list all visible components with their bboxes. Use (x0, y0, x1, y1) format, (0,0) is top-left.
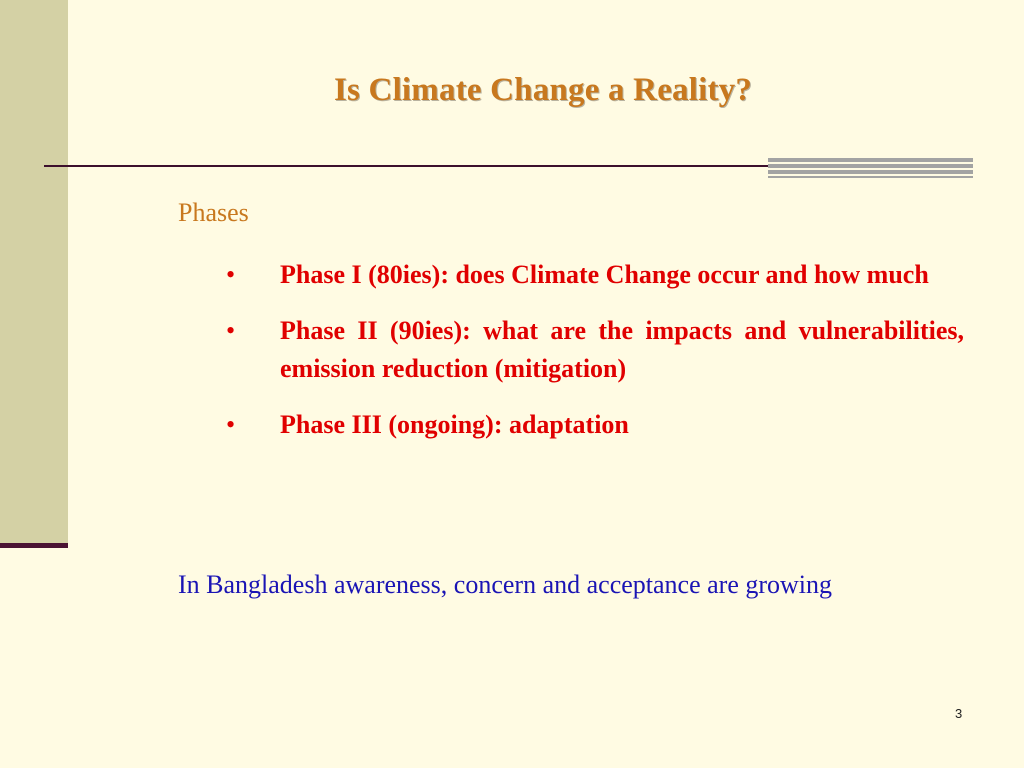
bullet-marker: • (226, 410, 236, 439)
bullet-item (222, 312, 964, 388)
slide-number: 3 (955, 706, 963, 721)
title-divider-accent (768, 158, 973, 178)
bullet-text: Phase II (90ies): what are the impacts and vulnerabilities, emission reduction (mitigation) (280, 316, 964, 383)
bullet-item (222, 406, 964, 444)
bullet-text: Phase I (80ies): does Climate Change occur and how much (280, 260, 929, 289)
bullet-text: Phase III (ongoing): adaptation (280, 410, 629, 439)
left-decorative-band (0, 0, 68, 544)
bullet-marker: • (226, 260, 236, 289)
title-divider (44, 165, 768, 167)
slide-title: Is Climate Change a Reality? (334, 72, 753, 108)
section-heading: Phases (178, 198, 249, 227)
bullet-item (222, 256, 964, 294)
bullet-marker: • (226, 316, 236, 345)
left-band-rule (0, 543, 68, 548)
bullet-list (222, 256, 964, 462)
summary-note: In Bangladesh awareness, concern and acceptance are growing (178, 570, 833, 599)
